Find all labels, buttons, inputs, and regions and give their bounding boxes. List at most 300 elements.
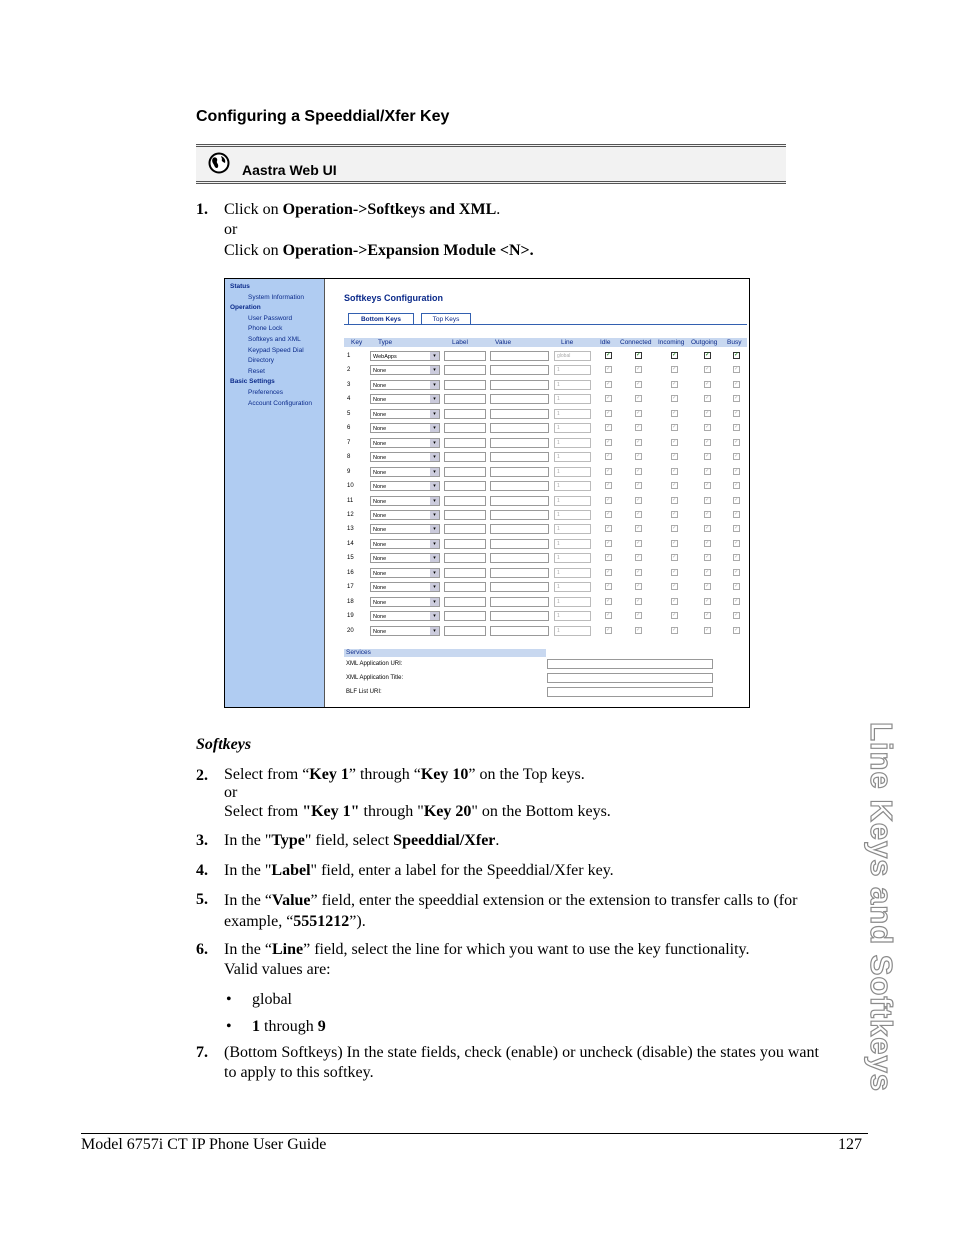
label-input[interactable]	[444, 539, 486, 549]
state-checkbox[interactable]: ✓	[672, 539, 678, 546]
label-input[interactable]	[444, 524, 486, 534]
key-number: 15	[347, 555, 354, 562]
line-value: 1	[557, 540, 560, 547]
line-select[interactable]	[554, 380, 591, 390]
text: example, “	[224, 913, 294, 930]
state-checkbox[interactable]: ✓	[734, 409, 740, 416]
state-checkbox[interactable]: ✓	[636, 424, 642, 431]
state-checkbox[interactable]: ✓	[705, 597, 711, 604]
state-checkbox[interactable]: ✓	[705, 409, 711, 416]
type-value: None	[373, 426, 387, 433]
label-input[interactable]	[444, 611, 486, 621]
chevron-down-icon: ▾	[430, 366, 439, 374]
key-number: 6	[347, 425, 351, 432]
services-header: Services	[344, 649, 546, 657]
chevron-down-icon: ▾	[430, 439, 439, 447]
label-input[interactable]	[444, 582, 486, 592]
line-select[interactable]	[554, 568, 591, 578]
step-3	[196, 831, 836, 853]
state-checkbox[interactable]: ✓	[705, 380, 711, 387]
step-6	[196, 940, 836, 982]
service-input[interactable]	[547, 659, 713, 669]
line-select[interactable]	[554, 467, 591, 477]
bold-text: Label	[271, 862, 311, 879]
value-input[interactable]	[490, 539, 549, 549]
nav-item[interactable]: Keypad Speed Dial	[248, 346, 304, 354]
state-checkbox[interactable]: ✓	[636, 525, 642, 532]
line-select[interactable]	[554, 351, 591, 361]
key-number: 5	[347, 410, 351, 417]
type-select[interactable]	[370, 467, 440, 477]
state-checkbox[interactable]: ✓	[705, 568, 711, 575]
step-number: 7.	[196, 1044, 208, 1061]
state-checkbox[interactable]: ✓	[734, 597, 740, 604]
label-input[interactable]	[444, 423, 486, 433]
state-checkbox[interactable]: ✓	[636, 597, 642, 604]
text: Valid values are:	[224, 961, 331, 978]
line-select[interactable]	[554, 438, 591, 448]
table-row	[344, 611, 747, 623]
line-value: global	[557, 353, 571, 359]
text: " field, enter a label for the Speeddial/Xfer key.	[310, 862, 614, 879]
line-select[interactable]	[554, 423, 591, 433]
line-value: 1	[557, 468, 560, 475]
text: " field, select	[304, 832, 394, 849]
chevron-down-icon: ▾	[430, 381, 439, 389]
state-checkbox[interactable]: ✓	[705, 453, 711, 460]
line-value: 1	[557, 511, 560, 518]
state-checkbox[interactable]: ✓	[606, 597, 612, 604]
nav-item[interactable]: Reset	[248, 367, 265, 375]
type-select[interactable]	[370, 611, 440, 621]
web-ui-label: Aastra Web UI	[242, 162, 337, 178]
table-row	[344, 365, 747, 377]
text: .	[496, 201, 501, 218]
chevron-down-icon: ▾	[430, 569, 439, 577]
line-value: 1	[557, 367, 560, 374]
key-number: 3	[347, 381, 351, 388]
key-number: 18	[347, 598, 354, 605]
value-input[interactable]	[490, 524, 549, 534]
nav-item[interactable]: System Information	[248, 293, 304, 301]
nav-item[interactable]: Softkeys and XML	[248, 336, 301, 343]
bold-text: Value	[271, 892, 311, 909]
state-checkbox[interactable]: ✓	[705, 554, 711, 561]
bold-text: Type	[271, 832, 305, 849]
type-select[interactable]	[370, 553, 440, 563]
value-input[interactable]	[490, 438, 549, 448]
state-checkbox[interactable]: ✓	[636, 496, 642, 503]
text: to apply to this softkey.	[224, 1064, 374, 1081]
text: Click on	[224, 201, 283, 218]
state-checkbox[interactable]: ✓	[606, 510, 612, 517]
bold-text: Key 1	[309, 766, 349, 783]
step-number: 1.	[196, 201, 208, 218]
state-checkbox[interactable]: ✓	[734, 626, 740, 633]
line-value: 1	[557, 613, 560, 620]
nav-item[interactable]: Preferences	[248, 389, 284, 396]
type-select[interactable]	[370, 351, 440, 361]
chapter-title: Line Keys and Softkeys	[864, 721, 899, 1093]
state-checkbox[interactable]: ✓	[636, 539, 642, 546]
value-input[interactable]	[490, 351, 549, 361]
state-checkbox[interactable]: ✓	[606, 438, 612, 445]
line-select[interactable]	[554, 496, 591, 506]
state-checkbox[interactable]: ✓	[672, 453, 678, 460]
line-select[interactable]	[554, 626, 591, 636]
col-incoming: Incoming	[658, 339, 685, 346]
bold-text: 5551212	[293, 913, 350, 930]
line-value: 1	[557, 425, 560, 432]
col-key: Key	[351, 339, 363, 346]
line-value: 1	[557, 381, 560, 388]
tab-top-keys[interactable]: Top Keys	[421, 313, 471, 325]
web-ui-sidebar	[225, 279, 325, 707]
key-number: 8	[347, 454, 351, 461]
step-1	[196, 200, 816, 262]
state-checkbox[interactable]: ✓	[734, 438, 740, 445]
label-input[interactable]	[444, 626, 486, 636]
line-select[interactable]	[554, 481, 591, 491]
type-select[interactable]	[370, 365, 440, 375]
value-input[interactable]	[490, 510, 549, 520]
type-value: None	[373, 368, 387, 375]
value-input[interactable]	[490, 597, 549, 607]
value-input[interactable]	[490, 394, 549, 404]
state-checkbox[interactable]: ✓	[672, 467, 678, 474]
state-checkbox[interactable]: ✓	[606, 626, 612, 633]
chevron-down-icon: ▾	[430, 583, 439, 591]
nav-item[interactable]: Phone Lock	[248, 325, 283, 333]
state-checkbox[interactable]: ✓	[672, 583, 678, 590]
state-checkbox[interactable]: ✓	[705, 352, 711, 358]
type-select[interactable]	[370, 568, 440, 578]
state-checkbox[interactable]: ✓	[705, 438, 711, 445]
state-checkbox[interactable]: ✓	[705, 626, 711, 633]
key-number: 10	[347, 483, 354, 490]
type-select[interactable]	[370, 380, 440, 390]
label-input[interactable]	[444, 510, 486, 520]
state-checkbox[interactable]: ✓	[636, 554, 642, 561]
state-checkbox[interactable]: ✓	[606, 539, 612, 546]
chevron-down-icon: ▾	[430, 497, 439, 505]
state-checkbox[interactable]: ✓	[734, 352, 740, 358]
table-row	[344, 524, 747, 536]
state-checkbox[interactable]: ✓	[705, 366, 711, 373]
value-input[interactable]	[490, 626, 549, 636]
line-value: 1	[557, 396, 560, 403]
step-2	[196, 766, 836, 826]
state-checkbox[interactable]: ✓	[606, 380, 612, 387]
state-checkbox[interactable]: ✓	[734, 467, 740, 474]
type-value: None	[373, 440, 387, 447]
table-row	[344, 496, 747, 508]
line-select[interactable]	[554, 611, 591, 621]
type-select[interactable]	[370, 539, 440, 549]
nav-item[interactable]: Directory	[248, 357, 275, 365]
key-number: 12	[347, 511, 354, 518]
type-select[interactable]	[370, 394, 440, 404]
state-checkbox[interactable]: ✓	[705, 467, 711, 474]
line-select[interactable]	[554, 524, 591, 534]
menu-path: Operation->Expansion Module <N>.	[282, 242, 534, 259]
type-value: WebApps	[373, 354, 397, 360]
state-checkbox[interactable]: ✓	[606, 409, 612, 416]
type-value: None	[373, 512, 387, 519]
line-select[interactable]	[554, 597, 591, 607]
state-checkbox[interactable]: ✓	[705, 395, 711, 402]
label-input[interactable]	[444, 409, 486, 419]
text: ” field, select the line for which you want to use the key functionality.	[303, 941, 750, 958]
state-checkbox[interactable]: ✓	[734, 453, 740, 460]
type-select[interactable]	[370, 496, 440, 506]
service-input[interactable]	[547, 673, 713, 683]
type-value: None	[373, 382, 387, 389]
label-input[interactable]	[444, 438, 486, 448]
step-7	[196, 1043, 866, 1085]
value-input[interactable]	[490, 423, 549, 433]
type-select[interactable]	[370, 481, 440, 491]
state-checkbox[interactable]: ✓	[705, 482, 711, 489]
state-checkbox[interactable]: ✓	[672, 496, 678, 503]
state-checkbox[interactable]: ✓	[734, 554, 740, 561]
value-input[interactable]	[490, 365, 549, 375]
label-input[interactable]	[444, 467, 486, 477]
line-value: 1	[557, 497, 560, 504]
state-checkbox[interactable]: ✓	[636, 482, 642, 489]
state-checkbox[interactable]: ✓	[705, 525, 711, 532]
value-input[interactable]	[490, 467, 549, 477]
state-checkbox[interactable]: ✓	[606, 525, 612, 532]
state-checkbox[interactable]: ✓	[672, 597, 678, 604]
type-select[interactable]	[370, 438, 440, 448]
state-checkbox[interactable]: ✓	[672, 525, 678, 532]
or-text: or	[224, 784, 238, 801]
chevron-down-icon: ▾	[430, 554, 439, 562]
type-select[interactable]	[370, 597, 440, 607]
col-value: Value	[495, 339, 512, 346]
type-value: None	[373, 628, 387, 635]
state-checkbox[interactable]: ✓	[672, 568, 678, 575]
state-checkbox[interactable]: ✓	[672, 482, 678, 489]
text: through "	[359, 803, 424, 820]
step-5	[196, 890, 866, 934]
bold-text: Key 10	[420, 766, 469, 783]
state-checkbox[interactable]: ✓	[636, 395, 642, 402]
type-value: None	[373, 614, 387, 621]
line-select[interactable]	[554, 409, 591, 419]
key-number: 9	[347, 468, 351, 475]
service-label: XML Application URI:	[346, 661, 403, 667]
value-input[interactable]	[490, 380, 549, 390]
type-value: None	[373, 469, 387, 476]
type-select[interactable]	[370, 524, 440, 534]
state-checkbox[interactable]: ✓	[636, 380, 642, 387]
label-input[interactable]	[444, 568, 486, 578]
state-checkbox[interactable]: ✓	[636, 352, 642, 358]
table-row	[344, 409, 747, 421]
nav-item[interactable]: User Password	[248, 314, 293, 322]
col-connected: Connected	[620, 339, 652, 346]
state-checkbox[interactable]: ✓	[734, 568, 740, 575]
table-row	[344, 380, 747, 392]
state-checkbox[interactable]: ✓	[606, 467, 612, 474]
bullet-text: global	[252, 991, 292, 1008]
chevron-down-icon: ▾	[430, 540, 439, 548]
state-checkbox[interactable]: ✓	[636, 568, 642, 575]
state-checkbox[interactable]: ✓	[606, 366, 612, 373]
state-checkbox[interactable]: ✓	[606, 583, 612, 590]
state-checkbox[interactable]: ✓	[606, 612, 612, 619]
state-checkbox[interactable]: ✓	[672, 612, 678, 619]
text: (Bottom Softkeys) In the state fields, check (enable) or uncheck (disable) the states you want	[224, 1044, 819, 1061]
state-checkbox[interactable]: ✓	[606, 453, 612, 460]
type-select[interactable]	[370, 510, 440, 520]
col-label: Label	[452, 339, 468, 346]
label-input[interactable]	[444, 380, 486, 390]
chevron-down-icon: ▾	[430, 352, 439, 360]
state-checkbox[interactable]: ✓	[606, 352, 612, 358]
table-row	[344, 510, 747, 522]
section-title: Configuring a Speeddial/Xfer Key	[196, 108, 450, 125]
table-header	[344, 338, 747, 347]
label-input[interactable]	[444, 597, 486, 607]
state-checkbox[interactable]: ✓	[734, 583, 740, 590]
table-row	[344, 351, 747, 363]
nav-item[interactable]: Account Configuration	[248, 399, 312, 407]
value-input[interactable]	[490, 611, 549, 621]
value-input[interactable]	[490, 409, 549, 419]
col-type: Type	[378, 339, 393, 346]
state-checkbox[interactable]: ✓	[734, 539, 740, 546]
state-checkbox[interactable]: ✓	[606, 554, 612, 561]
page-number: 127	[838, 1136, 862, 1153]
state-checkbox[interactable]: ✓	[606, 395, 612, 402]
table-row	[344, 539, 747, 551]
key-number: 2	[347, 367, 351, 374]
col-outgoing: Outgoing	[691, 339, 718, 346]
state-checkbox[interactable]: ✓	[636, 510, 642, 517]
step-number: 3.	[196, 832, 208, 849]
type-select[interactable]	[370, 582, 440, 592]
value-input[interactable]	[490, 452, 549, 462]
state-checkbox[interactable]: ✓	[672, 409, 678, 416]
state-checkbox[interactable]: ✓	[672, 366, 678, 373]
state-checkbox[interactable]: ✓	[636, 467, 642, 474]
col-idle: Idle	[600, 339, 611, 346]
state-checkbox[interactable]: ✓	[636, 366, 642, 373]
state-checkbox[interactable]: ✓	[705, 583, 711, 590]
globe-icon	[208, 152, 230, 179]
state-checkbox[interactable]: ✓	[734, 482, 740, 489]
table-row	[344, 438, 747, 450]
state-checkbox[interactable]: ✓	[636, 438, 642, 445]
table-row	[344, 452, 747, 464]
chevron-down-icon: ▾	[430, 453, 439, 461]
line-select[interactable]	[554, 510, 591, 520]
nav-item[interactable]: Operation	[230, 304, 261, 312]
value-input[interactable]	[490, 496, 549, 506]
label-input[interactable]	[444, 365, 486, 375]
label-input[interactable]	[444, 452, 486, 462]
nav-item[interactable]: Status	[230, 283, 250, 290]
label-input[interactable]	[444, 481, 486, 491]
state-checkbox[interactable]: ✓	[606, 568, 612, 575]
type-select[interactable]	[370, 409, 440, 419]
state-checkbox[interactable]: ✓	[705, 612, 711, 619]
state-checkbox[interactable]: ✓	[636, 612, 642, 619]
state-checkbox[interactable]: ✓	[636, 583, 642, 590]
state-checkbox[interactable]: ✓	[734, 424, 740, 431]
state-checkbox[interactable]: ✓	[705, 539, 711, 546]
tab-bottom-keys[interactable]: Bottom Keys	[348, 313, 414, 325]
state-checkbox[interactable]: ✓	[672, 395, 678, 402]
state-checkbox[interactable]: ✓	[636, 626, 642, 633]
value-input[interactable]	[490, 481, 549, 491]
state-checkbox[interactable]: ✓	[705, 496, 711, 503]
value-input[interactable]	[490, 568, 549, 578]
web-ui-banner	[196, 144, 786, 184]
state-checkbox[interactable]: ✓	[734, 612, 740, 619]
label-input[interactable]	[444, 553, 486, 563]
state-checkbox[interactable]: ✓	[636, 453, 642, 460]
state-checkbox[interactable]: ✓	[734, 496, 740, 503]
value-input[interactable]	[490, 582, 549, 592]
chevron-down-icon: ▾	[430, 482, 439, 490]
state-checkbox[interactable]: ✓	[734, 366, 740, 373]
line-value: 1	[557, 584, 560, 591]
line-select[interactable]	[554, 452, 591, 462]
state-checkbox[interactable]: ✓	[672, 438, 678, 445]
state-checkbox[interactable]: ✓	[636, 409, 642, 416]
text: In the "	[224, 832, 272, 849]
state-checkbox[interactable]: ✓	[672, 352, 678, 358]
state-checkbox[interactable]: ✓	[734, 380, 740, 387]
type-value: None	[373, 541, 387, 548]
state-checkbox[interactable]: ✓	[672, 424, 678, 431]
label-input[interactable]	[444, 351, 486, 361]
line-select[interactable]	[554, 394, 591, 404]
state-checkbox[interactable]: ✓	[672, 626, 678, 633]
state-checkbox[interactable]: ✓	[734, 525, 740, 532]
state-checkbox[interactable]: ✓	[672, 380, 678, 387]
nav-item[interactable]: Basic Settings	[230, 378, 275, 386]
state-checkbox[interactable]: ✓	[734, 510, 740, 517]
state-checkbox[interactable]: ✓	[734, 395, 740, 402]
type-select[interactable]	[370, 452, 440, 462]
state-checkbox[interactable]: ✓	[705, 424, 711, 431]
state-checkbox[interactable]: ✓	[606, 424, 612, 431]
type-select[interactable]	[370, 423, 440, 433]
line-select[interactable]	[554, 539, 591, 549]
label-input[interactable]	[444, 394, 486, 404]
type-select[interactable]	[370, 626, 440, 636]
line-select[interactable]	[554, 582, 591, 592]
state-checkbox[interactable]: ✓	[672, 554, 678, 561]
state-checkbox[interactable]: ✓	[606, 482, 612, 489]
line-select[interactable]	[554, 553, 591, 563]
bullet-range	[226, 1017, 386, 1037]
service-input[interactable]	[547, 687, 713, 697]
state-checkbox[interactable]: ✓	[705, 510, 711, 517]
line-select[interactable]	[554, 365, 591, 375]
label-input[interactable]	[444, 496, 486, 506]
step-number: 5.	[196, 891, 208, 908]
value-input[interactable]	[490, 553, 549, 563]
text: Select from	[224, 803, 303, 820]
state-checkbox[interactable]: ✓	[672, 510, 678, 517]
state-checkbox[interactable]: ✓	[606, 496, 612, 503]
